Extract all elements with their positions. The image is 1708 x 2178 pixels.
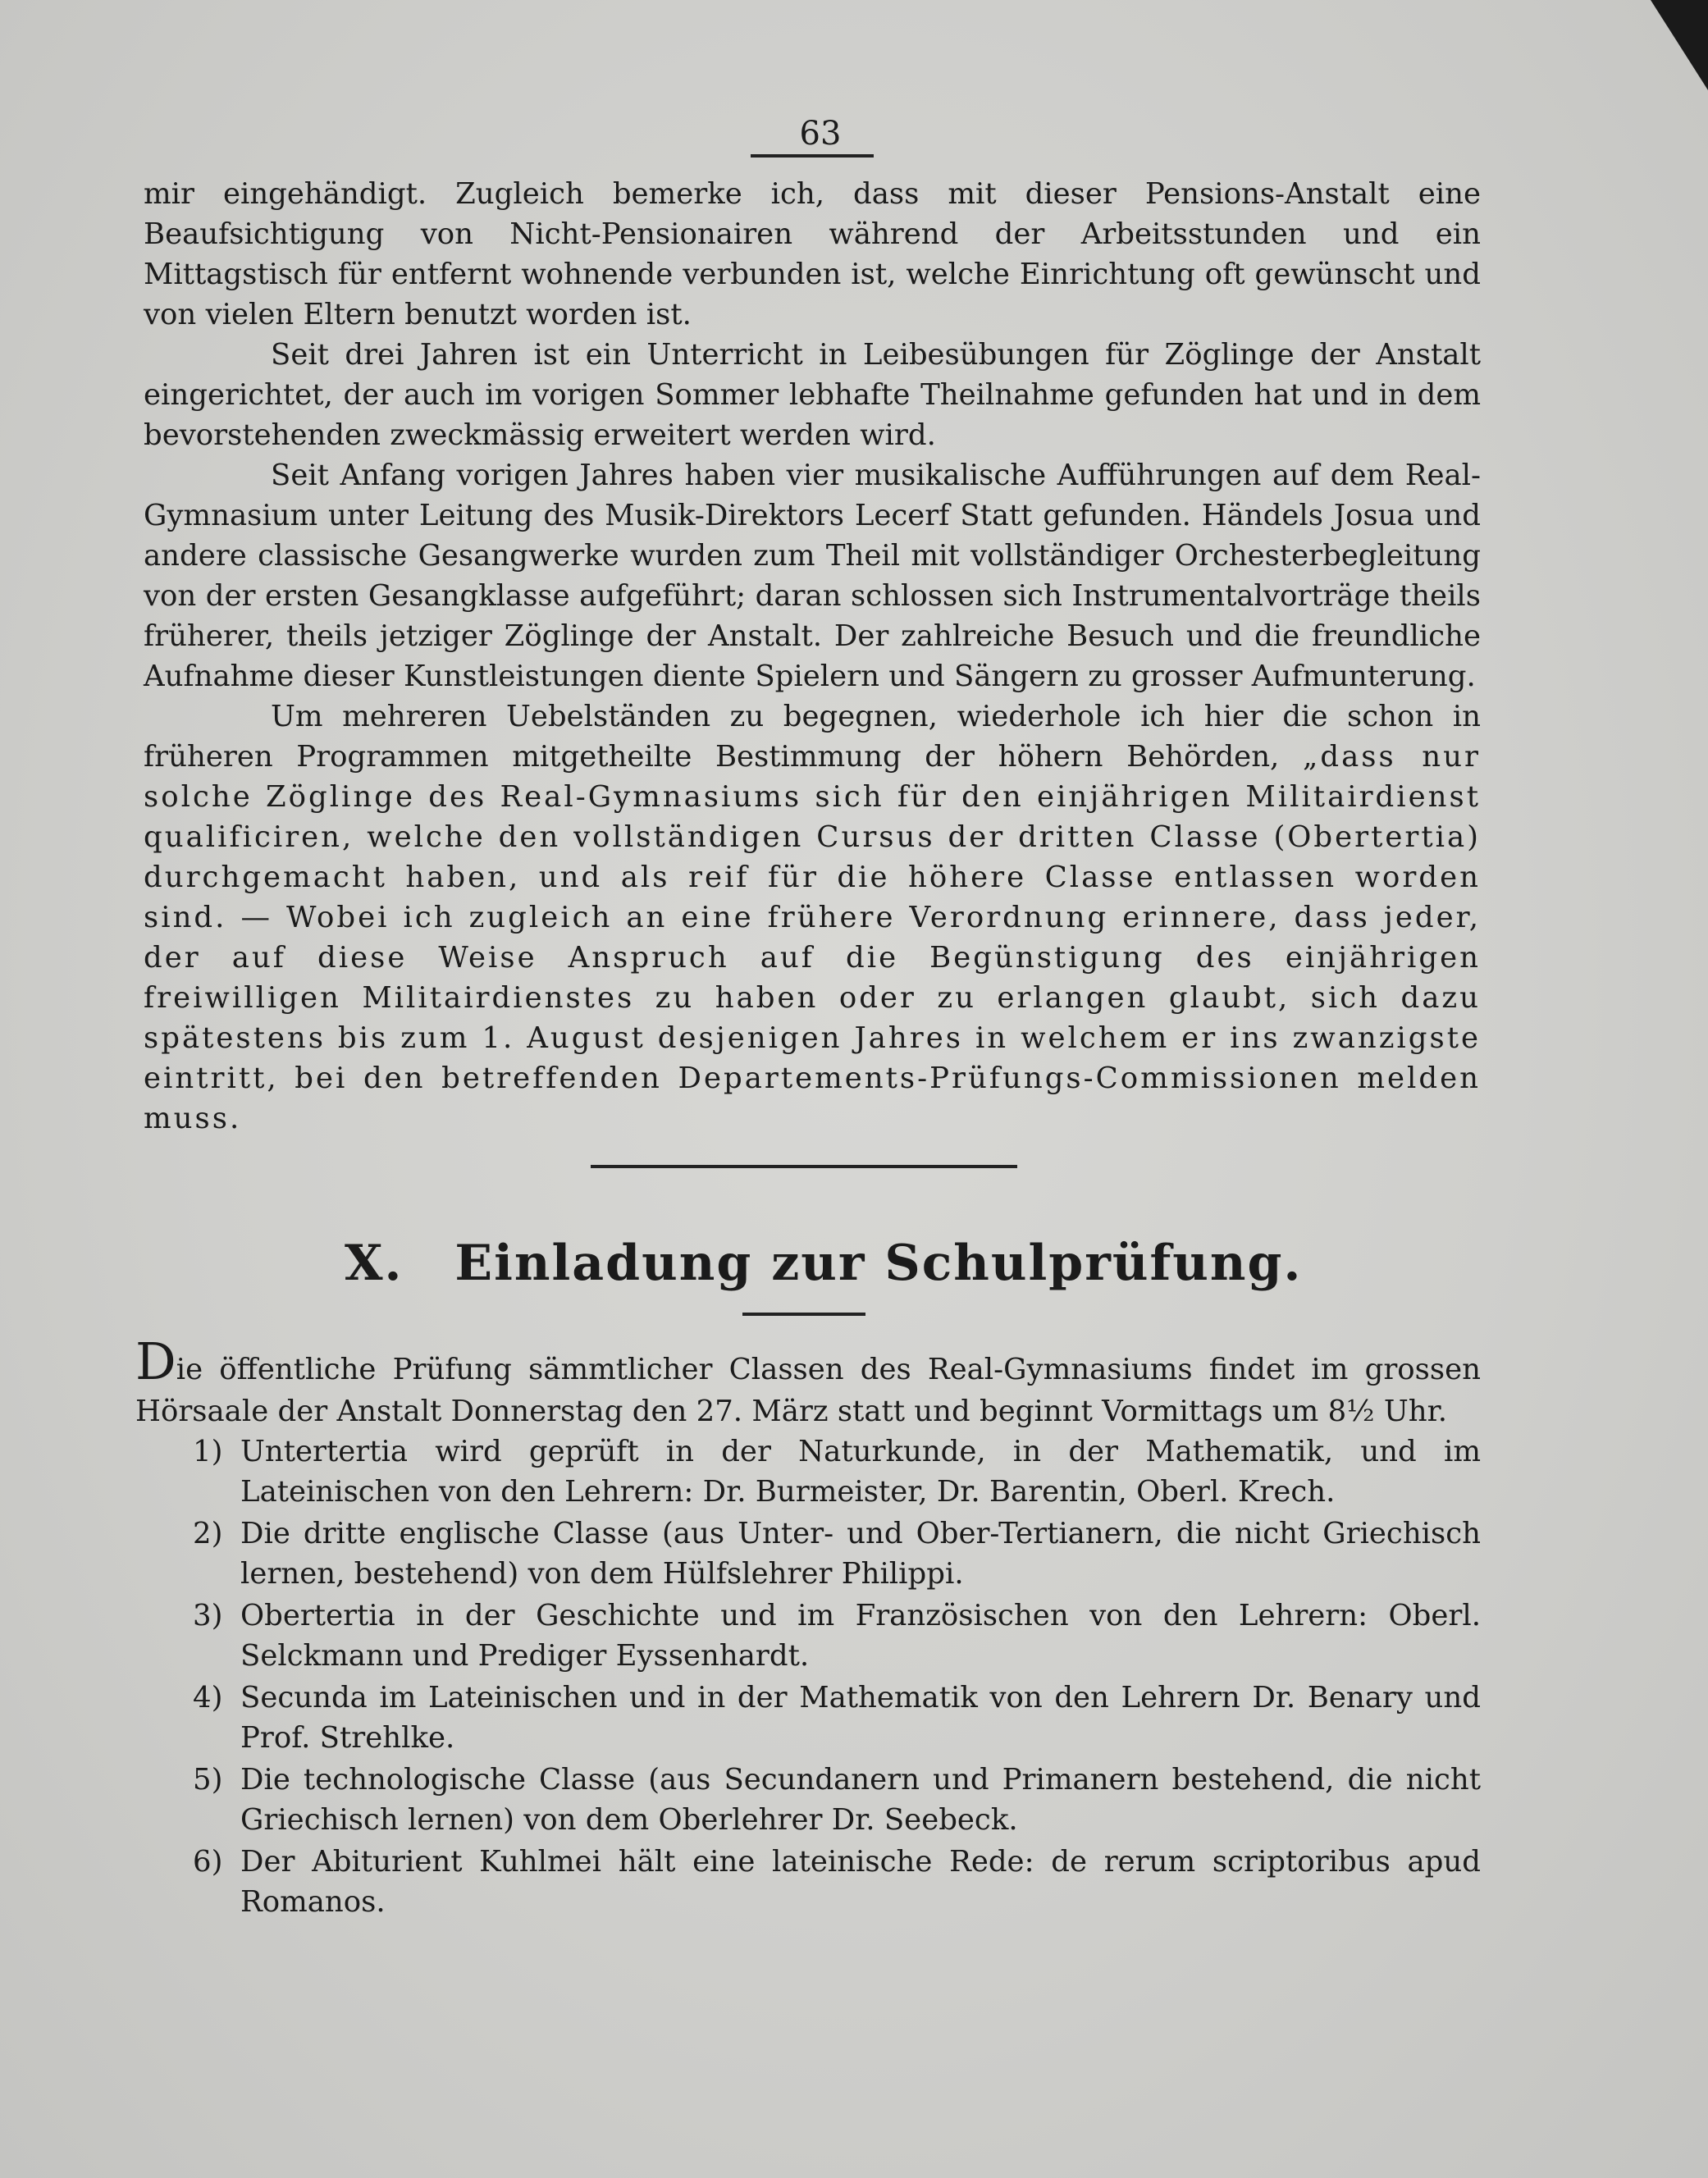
page-corner-shadow <box>1651 0 1708 90</box>
list-item <box>193 1760 1481 1840</box>
military-intro: Um mehreren Uebelständen zu begegnen, wiederhole ich hier die schon in früheren Programmen mitgetheilte Bestimmung der höhern Behörden, <box>144 700 1481 774</box>
exam-schedule-list <box>193 1431 1481 1924</box>
list-item-number: 1) <box>193 1435 223 1468</box>
list-item-text: Obertertia in der Geschichte und im Französischen von den Lehrern: Oberl. Selckmann und Prediger Eyssenhardt. <box>240 1599 1481 1673</box>
paragraph-music: Seit Anfang vorigen Jahres haben vier musikalische Aufführungen auf dem Real-Gymnasium unter Leitung des Musik-Direktors Lecerf Statt gefunden. Händels Josua und andere classische Gesangwerke wurden zum Theil mit vollständiger Orchesterbegleitung von der ersten Gesangklasse aufgeführt; daran schlossen sich Instrumentalvorträge theils früherer, theils jetziger Zöglinge der Anstalt. Der zahlreiche Besuch und die freundliche Aufnahme dieser Kunstleistungen diente Spielern und Sängern zu grosser Aufmunterung. <box>144 459 1481 693</box>
list-item-number: 3) <box>193 1599 223 1632</box>
military-regulation: „dass nur solche Zöglinge des Real-Gymnasiums sich für den einjährigen Militairdienst qualificiren, welche den vollständigen Cursus der dritten Classe (Obertertia) durchgemacht haben, und als reif für die höhere Classe entlassen worden sind. — Wobei ich zugleich an eine frühere Verordnung erinnere, dass jeder, der auf diese Weise Anspruch auf die Begünstigung des einjährigen freiwilligen Militairdienstes zu haben oder zu erlangen glaubt, sich dazu spätestens bis zum 1. August desjenigen Jahres in welchem er ins zwanzigste eintritt, bei den betreffenden Departements-Prüfungs-Commissionen melden muss. <box>144 740 1481 1135</box>
section-heading-rule <box>742 1313 865 1316</box>
list-item <box>193 1514 1481 1594</box>
section-numeral: X. <box>345 1235 404 1292</box>
page-number-rule <box>751 154 874 158</box>
list-item-text: Secunda im Lateinischen und in der Mathematik von den Lehrern Dr. Benary und Prof. Strehlke. <box>240 1681 1481 1755</box>
page-number: 63 <box>799 115 842 153</box>
list-item <box>193 1678 1481 1758</box>
list-item-number: 2) <box>193 1517 223 1550</box>
section-divider <box>591 1165 1017 1168</box>
list-item-text: Die technologische Classe (aus Secundanern und Primanern bestehend, die nicht Griechisch lernen) von dem Oberlehrer Dr. Seebeck. <box>240 1763 1481 1837</box>
paragraph-military <box>144 696 1481 1139</box>
body-text <box>144 174 1481 1139</box>
list-item <box>193 1431 1481 1512</box>
exam-intro <box>135 1331 1481 1432</box>
paragraph-gymnastics: Seit drei Jahren ist ein Unterricht in Leibesübungen für Zöglinge der Anstalt eingerichtet, der auch im vorigen Sommer lebhafte Theilnahme gefunden hat und in dem bevorstehenden zweckmässig erweitert werden wird. <box>144 338 1481 452</box>
list-item <box>193 1842 1481 1922</box>
list-item-text: Die dritte englische Classe (aus Unter- und Ober-Tertianern, die nicht Griechisch lernen, bestehend) von dem Hülfslehrer Philippi. <box>240 1517 1481 1591</box>
exam-intro-text: ie öffentliche Prüfung sämmtlicher Classen des Real-Gymnasiums findet im grossen Hörsaale der Anstalt Donnerstag den 27. März statt und beginnt Vormittags um 8½ Uhr. <box>135 1353 1481 1428</box>
list-item-number: 6) <box>193 1845 223 1879</box>
section-heading <box>345 1235 1329 1292</box>
list-item-text: Untertertia wird geprüft in der Naturkunde, in der Mathematik, und im Lateinischen von den Lehrern: Dr. Burmeister, Dr. Barentin, Oberl. Krech. <box>240 1435 1481 1509</box>
drop-cap: D <box>135 1331 176 1391</box>
section-title: Einladung zur Schulprüfung. <box>454 1235 1303 1292</box>
list-item-number: 4) <box>193 1681 223 1715</box>
list-item-text: Der Abiturient Kuhlmei hält eine lateinische Rede: de rerum scriptoribus apud Romanos. <box>240 1845 1481 1919</box>
paragraph-pension: mir eingehändigt. Zugleich bemerke ich, dass mit dieser Pensions-Anstalt eine Beaufsichtigung von Nicht-Pensionairen während der Arbeitsstunden und ein Mittagstisch für entfernt wohnende verbunden ist, welche Einrichtung oft gewünscht und von vielen Eltern benutzt worden ist. <box>144 177 1481 331</box>
list-item <box>193 1596 1481 1676</box>
list-item-number: 5) <box>193 1763 223 1797</box>
